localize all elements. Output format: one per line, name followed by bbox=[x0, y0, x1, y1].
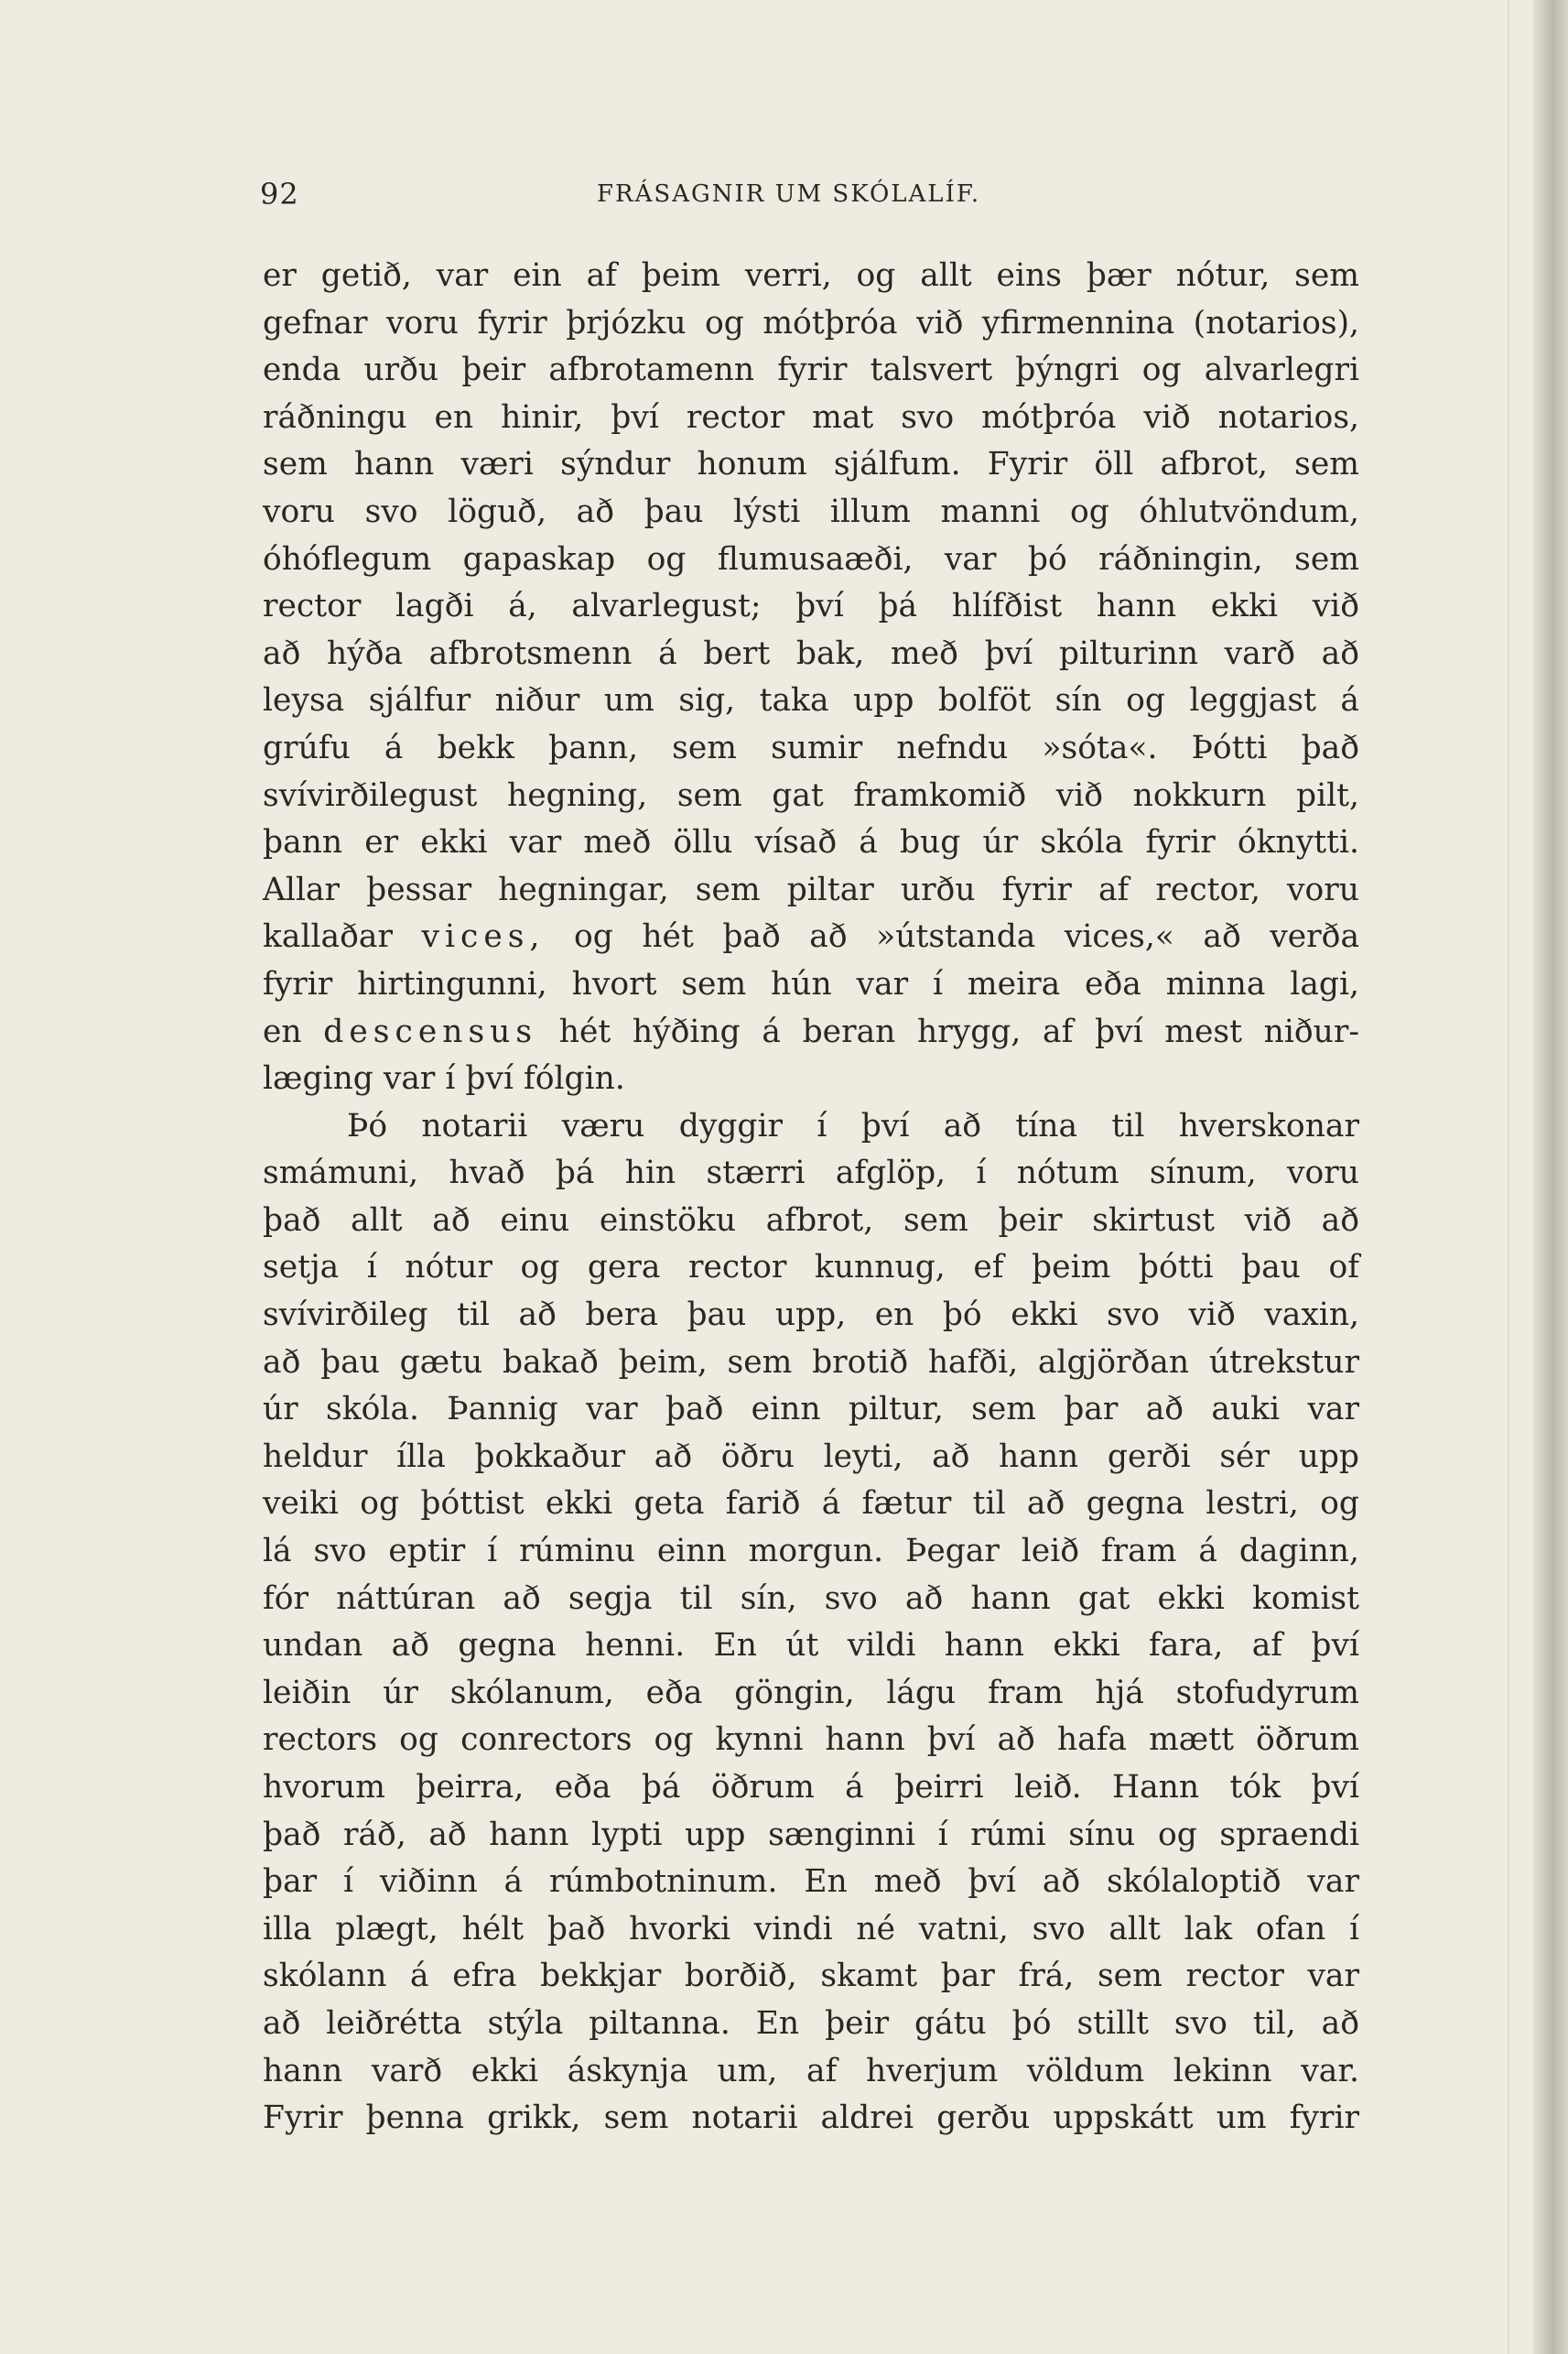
text-line: grúfu á bekk þann, sem sumir nefndu »sóta«. Þótti það bbox=[263, 729, 1359, 766]
running-title: FRÁSAGNIR UM SKÓLALÍF. bbox=[597, 180, 981, 208]
text-line: svívirðilegust hegning, sem gat framkomið við nokkurn pilt, bbox=[263, 776, 1359, 814]
text-line: fór náttúran að segja til sín, svo að hann gat ekki komist bbox=[263, 1579, 1359, 1617]
text-line: skólann á efra bekkjar borðið, skamt þar frá, sem rector var bbox=[263, 1958, 1359, 1995]
text-line: undan að gegna henni. En út vildi hann ekki fara, af því bbox=[263, 1627, 1359, 1665]
text-line: rector lagði á, alvarlegust; því þá hlífðist hann ekki við bbox=[263, 588, 1359, 625]
text-line: setja í nótur og gera rector kunnug, ef þeim þótti þau of bbox=[263, 1249, 1359, 1286]
text-segment: og hét það að »útstanda vices,« að verða bbox=[573, 918, 1360, 956]
text-line-mixed bbox=[263, 914, 1359, 961]
text-line: svívirðileg til að bera þau upp, en þó ekki svo við vaxin, bbox=[263, 1296, 1359, 1334]
text-line: er getið, var ein af þeim verri, og allt eins þær nótur, sem bbox=[263, 257, 1359, 294]
text-line: smámuni, hvað þá hin stærri afglöp, í nótum sínum, voru bbox=[263, 1155, 1359, 1192]
text-line: voru svo löguð, að þau lýsti illum manni og óhlutvöndum, bbox=[263, 493, 1359, 530]
text-line: læging var í því fólgin. bbox=[263, 1060, 625, 1098]
text-line: ráðningu en hinir, því rector mat svo mótþróa við notarios, bbox=[263, 398, 1359, 436]
spaced-term: vices, bbox=[421, 918, 546, 956]
text-line: sem hann væri sýndur honum sjálfum. Fyrir öll afbrot, sem bbox=[263, 446, 1359, 483]
text-line: Fyrir þenna grikk, sem notarii aldrei gerðu uppskátt um fyrir bbox=[263, 2099, 1359, 2137]
text-line: lá svo eptir í rúminu einn morgun. Þegar leið fram á daginn, bbox=[263, 1533, 1359, 1570]
text-line: þann er ekki var með öllu vísað á bug úr skóla fyrir óknytti. bbox=[263, 824, 1359, 862]
body-text bbox=[263, 253, 1359, 2142]
text-line: gefnar voru fyrir þrjózku og mótþróa við yfirmennina (notarios), bbox=[263, 304, 1359, 342]
text-line: Þó notarii væru dyggir í því að tína til hverskonar bbox=[347, 1107, 1359, 1144]
text-line: leiðin úr skólanum, eða göngin, lágu fram hjá stofudyrum bbox=[263, 1674, 1359, 1711]
text-line: óhóflegum gapaskap og flumusaæði, var þó ráðningin, sem bbox=[263, 540, 1359, 578]
text-line: úr skóla. Þannig var það einn piltur, sem þar að auki var bbox=[263, 1391, 1359, 1428]
text-line: að þau gætu bakað þeim, sem brotið hafði, algjörðan útrekstur bbox=[263, 1343, 1359, 1381]
text-segment: hét hýðing á beran hrygg, af því mest niður- bbox=[558, 1013, 1360, 1050]
text-segment: kallaðar bbox=[263, 918, 393, 956]
spaced-term: descensus bbox=[323, 1013, 538, 1050]
page-gutter-shadow bbox=[1533, 0, 1568, 2354]
text-line: rectors og conrectors og kynni hann því að hafa mætt öðrum bbox=[263, 1721, 1359, 1759]
page-edge bbox=[1508, 0, 1509, 2354]
text-line-mixed bbox=[263, 1009, 1359, 1057]
text-line: Allar þessar hegningar, sem piltar urðu fyrir af rector, voru bbox=[263, 871, 1359, 908]
text-line: hvorum þeirra, eða þá öðrum á þeirri leið. Hann tók því bbox=[263, 1769, 1359, 1806]
text-line: fyrir hirtingunni, hvort sem hún var í meira eða minna lagi, bbox=[263, 965, 1359, 1003]
text-line: það allt að einu einstöku afbrot, sem þeir skirtust við að bbox=[263, 1201, 1359, 1239]
text-line: að hýða afbrotsmenn á bert bak, með því pilturinn varð að bbox=[263, 635, 1359, 672]
text-line: heldur ílla þokkaður að öðru leyti, að hann gerði sér upp bbox=[263, 1437, 1359, 1475]
text-line: enda urðu þeir afbrotamenn fyrir talsvert þýngri og alvarlegri bbox=[263, 352, 1359, 389]
text-line: þar í viðinn á rúmbotninum. En með því að skólaloptið var bbox=[263, 1863, 1359, 1901]
text-line: að leiðrétta stýla piltanna. En þeir gátu þó stillt svo til, að bbox=[263, 2004, 1359, 2042]
text-line: illa plægt, hélt það hvorki vindi né vatni, svo allt lak ofan í bbox=[263, 1910, 1359, 1947]
text-line: leysa sjálfur niður um sig, taka upp bolföt sín og leggjast á bbox=[263, 682, 1359, 720]
text-segment: en bbox=[263, 1013, 302, 1050]
text-line: hann varð ekki áskynja um, af hverjum völdum lekinn var. bbox=[263, 2052, 1359, 2089]
text-line: það ráð, að hann lypti upp sænginni í rúmi sínu og spraendi bbox=[263, 1816, 1359, 1853]
page-number: 92 bbox=[260, 177, 299, 212]
page-header bbox=[260, 177, 1357, 213]
text-line: veiki og þóttist ekki geta farið á fætur til að gegna lestri, og bbox=[263, 1485, 1359, 1523]
